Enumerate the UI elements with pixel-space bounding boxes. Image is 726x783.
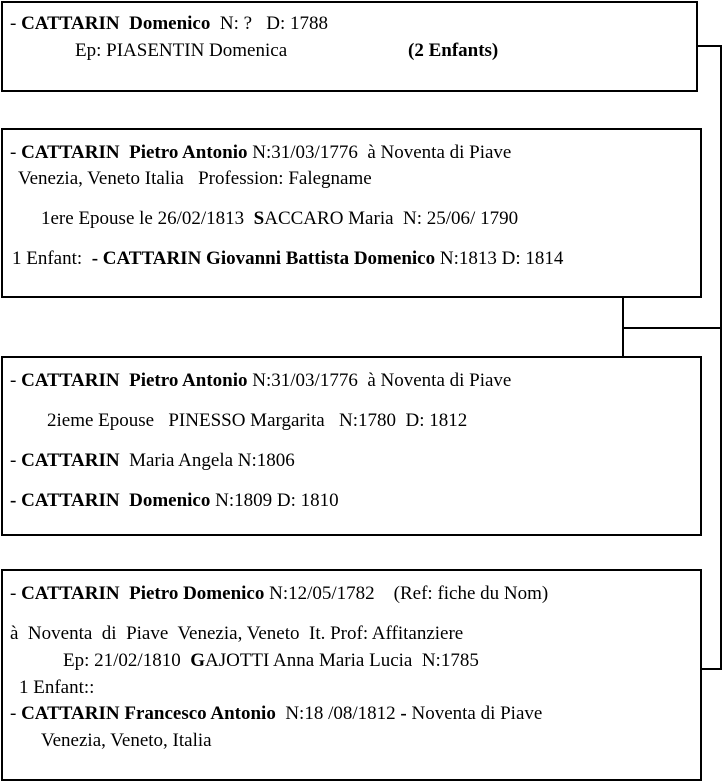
child-birthplace-line: Venezia, Veneto, Italia [41, 730, 212, 751]
child-line: - CATTARIN Maria Angela N:1806 [10, 450, 295, 471]
connector-trunk [720, 45, 722, 670]
child-line: - CATTARIN Francesco Antonio N:18 /08/1812 - Noventa di Piave [10, 703, 543, 724]
person-name: CATTARIN Pietro Antonio [21, 370, 248, 391]
child-name: - CATTARIN Giovanni Battista Domenico [91, 248, 436, 269]
family-box-domenico [1, 1, 698, 92]
person-name: CATTARIN Domenico [21, 13, 211, 34]
child-name: - CATTARIN Domenico [10, 490, 211, 511]
connector-box4-horizontal [702, 668, 722, 670]
connector-box1-horizontal [698, 45, 722, 47]
person-line: - CATTARIN Pietro Antonio N:31/03/1776 à Noventa di Piave [10, 142, 512, 163]
child-name: CATTARIN [21, 450, 120, 471]
connector-box2-box3-horizontal [622, 327, 722, 329]
person-name: CATTARIN Pietro Domenico [21, 583, 265, 604]
spouse-line: 2ieme Epouse PINESSO Margarita N:1780 D: 1812 [47, 410, 468, 431]
spouse-line: 1ere Epouse le 26/02/1813 SACCARO Maria N: 25/06/ 1790 [41, 208, 519, 229]
person-line: - CATTARIN Pietro Antonio N:31/03/1776 à Noventa di Piave [10, 370, 512, 391]
person-name: CATTARIN Pietro Antonio [21, 142, 248, 163]
family-box-pietro-antonio-first-marriage [1, 128, 702, 298]
child-line: - CATTARIN Domenico N:1809 D: 1810 [10, 490, 339, 511]
child-line: 1 Enfant: - CATTARIN Giovanni Battista Domenico N:1813 D: 1814 [12, 248, 564, 269]
person-line: - CATTARIN Domenico N: ? D: 1788 [10, 13, 329, 34]
spouse-line: Ep: 21/02/1810 GAJOTTI Anna Maria Lucia N:1785 [63, 650, 479, 671]
birthplace-line: Venezia, Veneto Italia Profession: Falegname [18, 168, 372, 189]
children-count: 1 Enfant:: [19, 677, 95, 698]
birthplace-line: à Noventa di Piave Venezia, Veneto It. Prof: Affitanziere [10, 623, 464, 644]
children-count: (2 Enfants) [408, 40, 499, 61]
person-line: - CATTARIN Pietro Domenico N:12/05/1782 (Ref: fiche du Nom) [10, 583, 549, 604]
family-box-pietro-antonio-second-marriage [1, 356, 702, 536]
family-box-pietro-domenico [1, 569, 702, 781]
child-name: CATTARIN Francesco Antonio [21, 703, 276, 724]
spouse-line: Ep: PIASENTIN Domenica [75, 40, 288, 61]
